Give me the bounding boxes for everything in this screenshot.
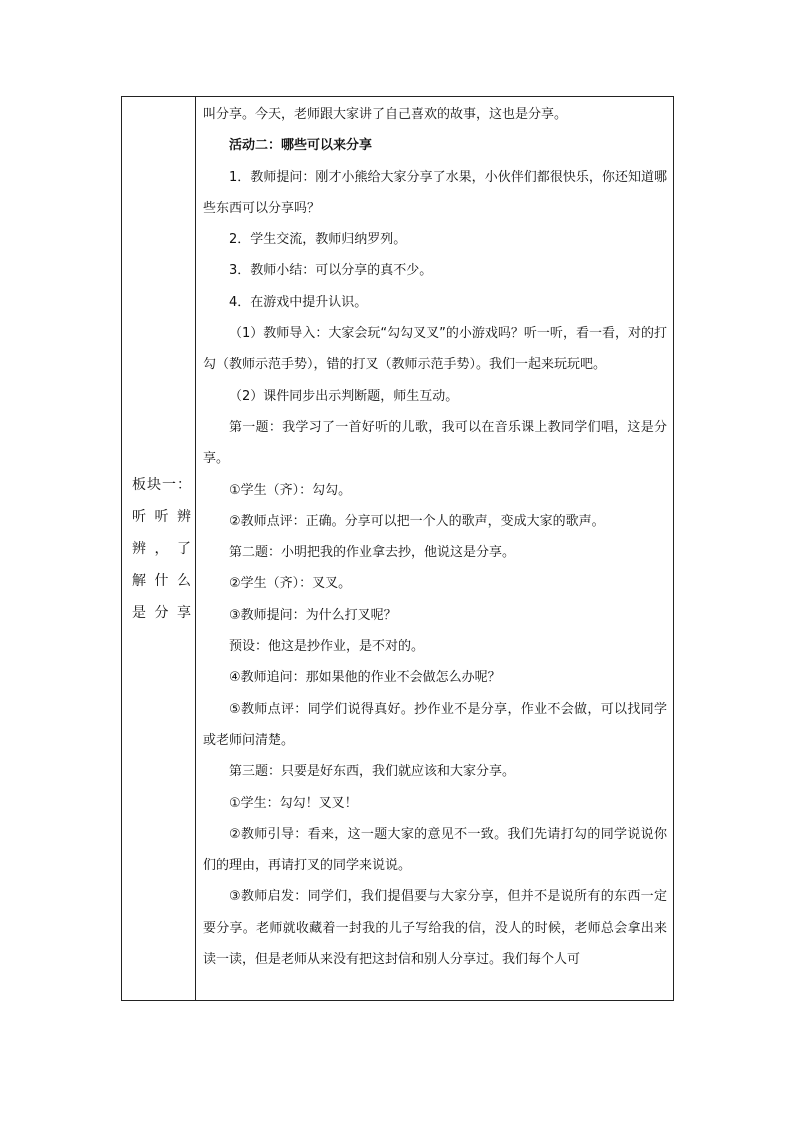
paragraph: ①学生（齐）：勾勾。 [229,482,352,498]
paragraph: ①学生：勾勾！叉叉！ [229,795,358,811]
paragraph: 预设：他这是抄作业，是不对的。 [229,639,425,655]
paragraph: ③教师提问：为什么打叉呢？ [229,607,397,623]
section-label-line: 辨，了 [132,540,191,557]
paragraph: 第一题：我学习了一首好听的儿歌，我可以在音乐课上教同学们唱，这是分享。 [203,419,667,467]
paragraph: 第三题：只要是好东西，我们就应该和大家分享。 [229,764,516,780]
section-label-cell [122,97,196,1001]
paragraph: 叫分享。今天，老师跟大家讲了自己喜欢的故事，这也是分享。 [203,107,568,122]
content-cell [196,97,674,1001]
paragraph: 3．教师小结：可以分享的真不少。 [229,263,433,279]
table-row [122,97,674,1001]
paragraph: ②教师引导：看来，这一题大家的意见不一致。我们先请打勾的同学说说你们的理由，再请打叉的同学来说说。 [203,826,667,874]
content-body [196,97,673,975]
section-label-line: 是分享 [132,604,191,621]
paragraph: ③教师启发：同学们，我们提倡要与大家分享，但并不是说所有的东西一定要分享。老师就收藏着一封我的儿子写给我的信，没人的时候，老师总会拿出来读一读，但是老师从来没有把这封信和别人分享过。我们每个人可 [203,889,667,968]
paragraph: 1．教师提问：刚才小熊给大家分享了水果，小伙伴们都很快乐，你还知道哪些东西可以分享吗？ [203,169,667,216]
paragraph: ②教师点评：正确。分享可以把一个人的歌声，变成大家的歌声。 [229,513,605,529]
section-label-line: 听听辨 [132,508,191,525]
paragraph: ⑤教师点评：同学们说得真好。抄作业不是分享，作业不会做，可以找同学或老师问清楚。 [203,701,667,748]
section-label-line: 板块一： [132,476,191,493]
paragraph: （1）教师导入：大家会玩“勾勾叉叉”的小游戏吗？听一听，看一看，对的打勾（教师示范手势），错的打叉（教师示范手势）。我们一起来玩玩吧。 [203,326,667,373]
section-label [122,469,195,629]
section-label-line: 解什么 [132,572,191,589]
paragraph: 4．在游戏中提升认识。 [229,294,368,310]
paragraph: ②学生（齐）：叉叉。 [229,576,352,592]
activity-heading: 活动二：哪些可以来分享 [229,138,373,154]
lesson-table [121,96,674,1001]
paragraph: 第二题：小明把我的作业拿去抄，他说这是分享。 [229,545,516,561]
paragraph: （2）课件同步出示判断题，师生互动。 [229,388,459,404]
paragraph: 2．学生交流，教师归纳罗列。 [229,232,407,248]
paragraph: ④教师追问：那如果他的作业不会做怎么办呢？ [229,670,501,686]
